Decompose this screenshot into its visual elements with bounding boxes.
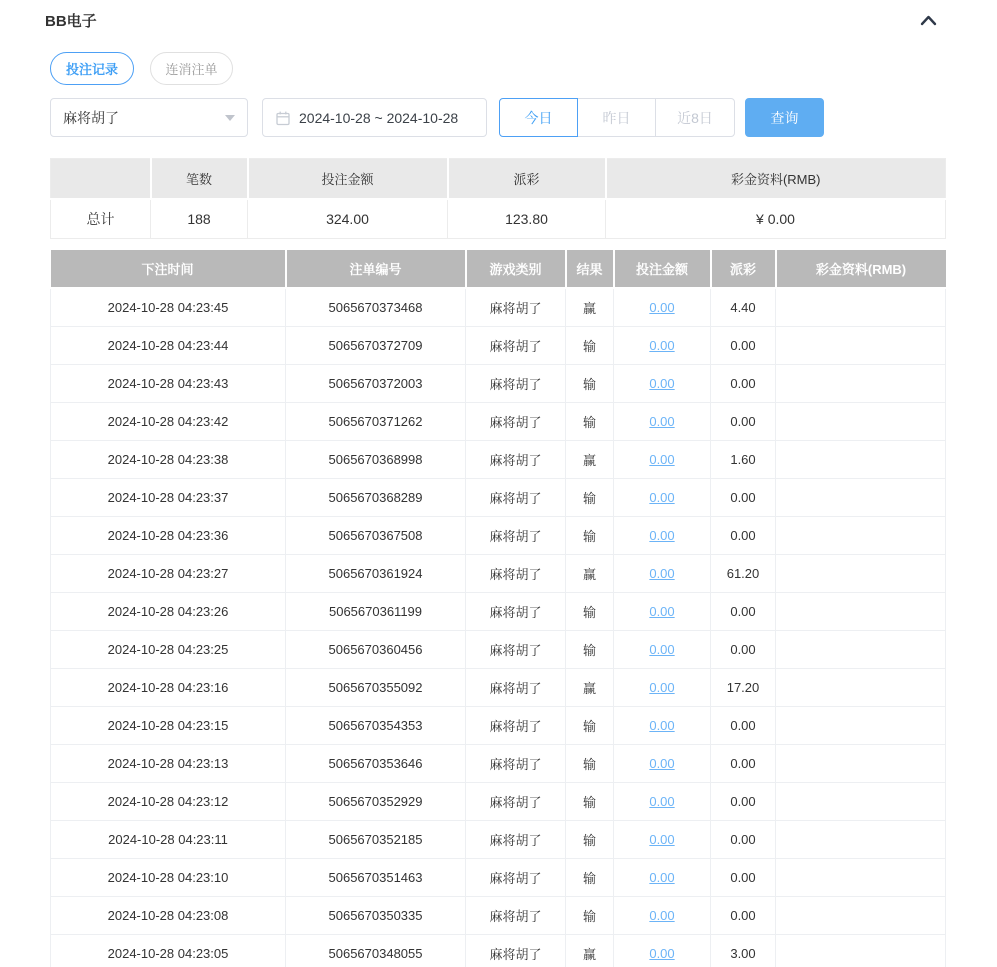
payout: 4.40 [711, 288, 776, 326]
table-row [51, 516, 946, 554]
payout: 1.60 [711, 440, 776, 478]
game-type: 麻将胡了 [466, 402, 566, 440]
result: 输 [566, 402, 614, 440]
bet-amount-link[interactable]: 0.00 [649, 527, 675, 543]
payout: 0.00 [711, 744, 776, 782]
bet-amount-link[interactable]: 0.00 [649, 451, 675, 467]
order-number: 5065670348055 [286, 934, 466, 967]
bet-amount-cell [614, 402, 711, 440]
result: 输 [566, 630, 614, 668]
tab-label: 连消注单 [165, 62, 218, 77]
payout: 0.00 [711, 516, 776, 554]
jackpot [776, 554, 946, 592]
bet-time: 2024-10-28 04:23:37 [51, 478, 286, 516]
bet-amount-cell [614, 364, 711, 402]
summary-header-jackpot: 彩金资料(RMB) [606, 159, 946, 199]
payout: 0.00 [711, 630, 776, 668]
records-header-order: 注单编号 [286, 250, 466, 288]
bet-amount-link[interactable]: 0.00 [649, 755, 675, 771]
bet-time: 2024-10-28 04:23:08 [51, 896, 286, 934]
page-title: BB电子 [45, 13, 97, 30]
order-number: 5065670353646 [286, 744, 466, 782]
records-header-payout: 派彩 [711, 250, 776, 288]
order-number: 5065670368998 [286, 440, 466, 478]
order-number: 5065670372003 [286, 364, 466, 402]
game-type: 麻将胡了 [466, 668, 566, 706]
payout: 61.20 [711, 554, 776, 592]
payout: 0.00 [711, 364, 776, 402]
jackpot [776, 478, 946, 516]
records-header-row [51, 250, 946, 288]
result: 输 [566, 364, 614, 402]
table-row [51, 288, 946, 326]
table-row [51, 744, 946, 782]
table-row [51, 668, 946, 706]
bet-amount-link[interactable]: 0.00 [649, 603, 675, 619]
game-type: 麻将胡了 [466, 858, 566, 896]
payout: 3.00 [711, 934, 776, 967]
bet-amount-link[interactable]: 0.00 [649, 907, 675, 923]
bet-time: 2024-10-28 04:23:42 [51, 402, 286, 440]
game-type: 麻将胡了 [466, 782, 566, 820]
game-type: 麻将胡了 [466, 326, 566, 364]
result: 赢 [566, 288, 614, 326]
bet-amount-cell [614, 630, 711, 668]
bet-time: 2024-10-28 04:23:36 [51, 516, 286, 554]
bet-amount-link[interactable]: 0.00 [649, 565, 675, 581]
game-select[interactable] [50, 98, 248, 137]
bet-amount-cell [614, 516, 711, 554]
bet-amount-cell [614, 326, 711, 364]
summary-header-blank [51, 159, 151, 199]
bet-amount-cell [614, 896, 711, 934]
game-type: 麻将胡了 [466, 554, 566, 592]
order-number: 5065670360456 [286, 630, 466, 668]
table-row [51, 934, 946, 967]
bet-time: 2024-10-28 04:23:43 [51, 364, 286, 402]
game-type: 麻将胡了 [466, 288, 566, 326]
chevron-up-icon [920, 14, 937, 26]
game-type: 麻将胡了 [466, 934, 566, 967]
result: 输 [566, 478, 614, 516]
date-range-input[interactable] [262, 98, 487, 137]
summary-header-payout: 派彩 [448, 159, 606, 199]
calendar-icon [275, 110, 291, 126]
game-type: 麻将胡了 [466, 364, 566, 402]
table-row [51, 630, 946, 668]
bet-amount-link[interactable]: 0.00 [649, 641, 675, 657]
game-type: 麻将胡了 [466, 744, 566, 782]
order-number: 5065670352929 [286, 782, 466, 820]
jackpot [776, 326, 946, 364]
search-button[interactable]: 查询 [745, 98, 824, 137]
payout: 0.00 [711, 402, 776, 440]
order-number: 5065670361924 [286, 554, 466, 592]
table-row [51, 364, 946, 402]
bet-amount-link[interactable]: 0.00 [649, 337, 675, 353]
date-range-value: 2024-10-28 ~ 2024-10-28 [299, 109, 459, 126]
game-type: 麻将胡了 [466, 516, 566, 554]
order-number: 5065670350335 [286, 896, 466, 934]
result: 输 [566, 326, 614, 364]
order-number: 5065670355092 [286, 668, 466, 706]
bet-amount-cell [614, 934, 711, 967]
result: 输 [566, 896, 614, 934]
summary-header-count: 笔数 [151, 159, 248, 199]
result: 输 [566, 744, 614, 782]
order-number: 5065670368289 [286, 478, 466, 516]
summary-table [50, 158, 946, 239]
game-select-value: 麻将胡了 [63, 109, 119, 126]
result: 赢 [566, 554, 614, 592]
table-row [51, 440, 946, 478]
payout: 0.00 [711, 478, 776, 516]
last-8-days-button[interactable]: 近8日 [655, 98, 735, 137]
payout: 0.00 [711, 820, 776, 858]
summary-total-jackpot: ¥ 0.00 [606, 199, 946, 239]
order-number: 5065670372709 [286, 326, 466, 364]
jackpot [776, 668, 946, 706]
bet-amount-link[interactable]: 0.00 [649, 679, 675, 695]
bet-amount-link[interactable]: 0.00 [649, 945, 675, 961]
jackpot [776, 858, 946, 896]
bet-amount-cell [614, 440, 711, 478]
quick-date-button-group [499, 98, 735, 137]
game-type: 麻将胡了 [466, 630, 566, 668]
jackpot [776, 630, 946, 668]
payout: 0.00 [711, 706, 776, 744]
game-type: 麻将胡了 [466, 820, 566, 858]
payout: 0.00 [711, 326, 776, 364]
bet-time: 2024-10-28 04:23:16 [51, 668, 286, 706]
bet-time: 2024-10-28 04:23:25 [51, 630, 286, 668]
bet-amount-cell [614, 288, 711, 326]
bet-amount-cell [614, 592, 711, 630]
bet-amount-cell [614, 820, 711, 858]
table-row [51, 782, 946, 820]
jackpot [776, 744, 946, 782]
bet-time: 2024-10-28 04:23:38 [51, 440, 286, 478]
result: 输 [566, 782, 614, 820]
result: 输 [566, 592, 614, 630]
records-header-game: 游戏类别 [466, 250, 566, 288]
jackpot [776, 934, 946, 967]
summary-header-bet-amount: 投注金额 [248, 159, 448, 199]
bet-amount-link[interactable]: 0.00 [649, 375, 675, 391]
summary-total-bet-amount: 324.00 [248, 199, 448, 239]
yesterday-button[interactable]: 昨日 [577, 98, 656, 137]
jackpot [776, 820, 946, 858]
jackpot [776, 516, 946, 554]
result: 赢 [566, 440, 614, 478]
table-row [51, 554, 946, 592]
result: 输 [566, 516, 614, 554]
bet-amount-cell [614, 858, 711, 896]
bet-amount-link[interactable]: 0.00 [649, 299, 675, 315]
jackpot [776, 896, 946, 934]
result: 赢 [566, 668, 614, 706]
payout: 0.00 [711, 782, 776, 820]
result: 输 [566, 820, 614, 858]
payout: 0.00 [711, 896, 776, 934]
records-header-jackpot: 彩金资料(RMB) [776, 250, 946, 288]
result: 输 [566, 706, 614, 744]
table-row [51, 326, 946, 364]
summary-total-label: 总计 [51, 199, 151, 239]
records-table [50, 250, 946, 967]
jackpot [776, 706, 946, 744]
summary-total-row [51, 199, 946, 239]
bet-amount-cell [614, 668, 711, 706]
result: 赢 [566, 934, 614, 967]
table-row [51, 592, 946, 630]
game-type: 麻将胡了 [466, 478, 566, 516]
bet-amount-link[interactable]: 0.00 [649, 869, 675, 885]
bet-time: 2024-10-28 04:23:10 [51, 858, 286, 896]
order-number: 5065670371262 [286, 402, 466, 440]
table-row [51, 896, 946, 934]
bet-time: 2024-10-28 04:23:05 [51, 934, 286, 967]
table-row [51, 820, 946, 858]
bet-time: 2024-10-28 04:23:27 [51, 554, 286, 592]
jackpot [776, 440, 946, 478]
today-button[interactable]: 今日 [499, 98, 578, 137]
jackpot [776, 364, 946, 402]
bet-time: 2024-10-28 04:23:45 [51, 288, 286, 326]
records-tbody [51, 288, 946, 967]
bet-amount-cell [614, 706, 711, 744]
jackpot [776, 592, 946, 630]
table-row [51, 858, 946, 896]
payout: 0.00 [711, 592, 776, 630]
bet-time: 2024-10-28 04:23:13 [51, 744, 286, 782]
summary-header-row [51, 159, 946, 199]
tab-label: 投注记录 [65, 62, 118, 77]
table-row [51, 478, 946, 516]
summary-total-payout: 123.80 [448, 199, 606, 239]
bet-time: 2024-10-28 04:23:15 [51, 706, 286, 744]
jackpot [776, 782, 946, 820]
order-number: 5065670354353 [286, 706, 466, 744]
game-type: 麻将胡了 [466, 440, 566, 478]
records-header-time: 下注时间 [51, 250, 286, 288]
bet-amount-link[interactable]: 0.00 [649, 793, 675, 809]
bet-amount-link[interactable]: 0.00 [649, 413, 675, 429]
order-number: 5065670352185 [286, 820, 466, 858]
bet-amount-cell [614, 478, 711, 516]
bet-time: 2024-10-28 04:23:11 [51, 820, 286, 858]
jackpot [776, 402, 946, 440]
game-type: 麻将胡了 [466, 896, 566, 934]
bet-amount-cell [614, 554, 711, 592]
table-row [51, 402, 946, 440]
bet-amount-cell [614, 744, 711, 782]
chevron-down-icon [225, 115, 235, 121]
bet-amount-cell [614, 782, 711, 820]
tab-bet-records[interactable] [50, 52, 134, 85]
bet-amount-link[interactable]: 0.00 [649, 831, 675, 847]
bet-time: 2024-10-28 04:23:12 [51, 782, 286, 820]
tab-cascading-bets[interactable] [150, 52, 233, 85]
result: 输 [566, 858, 614, 896]
records-header-result: 结果 [566, 250, 614, 288]
game-type: 麻将胡了 [466, 592, 566, 630]
payout: 0.00 [711, 858, 776, 896]
payout: 17.20 [711, 668, 776, 706]
bet-amount-link[interactable]: 0.00 [649, 489, 675, 505]
jackpot [776, 288, 946, 326]
order-number: 5065670367508 [286, 516, 466, 554]
game-type: 麻将胡了 [466, 706, 566, 744]
records-header-bet-amount: 投注金额 [614, 250, 711, 288]
collapse-panel-button[interactable] [916, 8, 940, 32]
order-number: 5065670351463 [286, 858, 466, 896]
bet-amount-link[interactable]: 0.00 [649, 717, 675, 733]
bet-time: 2024-10-28 04:23:26 [51, 592, 286, 630]
summary-total-count: 188 [151, 199, 248, 239]
order-number: 5065670373468 [286, 288, 466, 326]
order-number: 5065670361199 [286, 592, 466, 630]
table-row [51, 706, 946, 744]
bet-time: 2024-10-28 04:23:44 [51, 326, 286, 364]
